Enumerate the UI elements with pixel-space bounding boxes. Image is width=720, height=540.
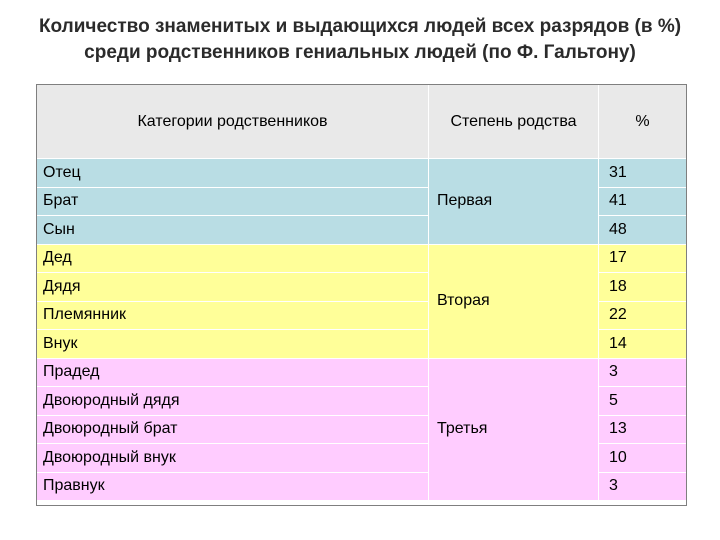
cell-percent: 18 xyxy=(599,273,687,302)
cell-percent: 31 xyxy=(599,159,687,188)
cell-percent: 22 xyxy=(599,301,687,330)
cell-category: Отец xyxy=(37,159,429,188)
cell-category: Двоюродный брат xyxy=(37,415,429,444)
cell-percent: 17 xyxy=(599,244,687,273)
cell-category: Правнук xyxy=(37,472,429,501)
cell-category: Брат xyxy=(37,187,429,216)
cell-category: Двоюродный дядя xyxy=(37,387,429,416)
cell-category: Двоюродный внук xyxy=(37,444,429,473)
cell-percent: 41 xyxy=(599,187,687,216)
cell-degree: Третья xyxy=(429,358,599,501)
table-header-row xyxy=(37,85,687,159)
table-row xyxy=(37,358,687,387)
cell-percent: 48 xyxy=(599,216,687,245)
page-title: Количество знаменитых и выдающихся людей всех разрядов (в %) среди родственников гениальных людей (по Ф. Гальтону) xyxy=(38,16,682,63)
cell-category: Племянник xyxy=(37,301,429,330)
relatives-table xyxy=(36,84,687,501)
cell-percent: 5 xyxy=(599,387,687,416)
cell-percent: 10 xyxy=(599,444,687,473)
cell-category: Дед xyxy=(37,244,429,273)
table-row xyxy=(37,244,687,273)
cell-category: Внук xyxy=(37,330,429,359)
cell-category: Дядя xyxy=(37,273,429,302)
table-row xyxy=(37,159,687,188)
cell-degree: Вторая xyxy=(429,244,599,358)
cell-percent: 14 xyxy=(599,330,687,359)
cell-category: Сын xyxy=(37,216,429,245)
cell-category: Прадед xyxy=(37,358,429,387)
header-percent: % xyxy=(599,85,687,159)
cell-degree: Первая xyxy=(429,159,599,245)
header-degree: Степень родства xyxy=(429,85,599,159)
cell-percent: 13 xyxy=(599,415,687,444)
cell-percent: 3 xyxy=(599,358,687,387)
header-category: Категории родственников xyxy=(37,85,429,159)
cell-percent: 3 xyxy=(599,472,687,501)
